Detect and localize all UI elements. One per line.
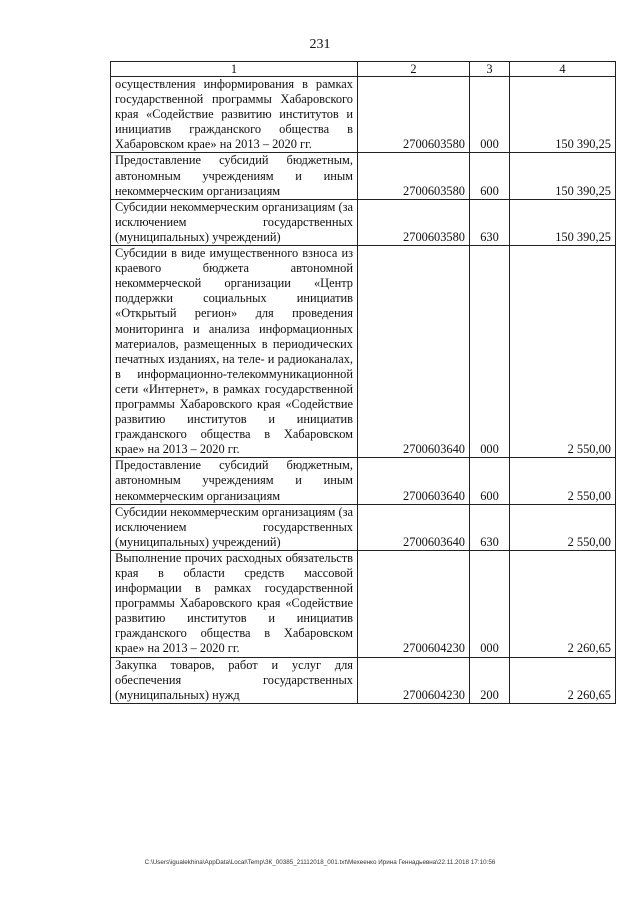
- row-target-code: 2700603640: [358, 504, 470, 550]
- row-amount: 150 390,25: [510, 153, 616, 199]
- row-target-code: 2700603640: [358, 246, 470, 458]
- row-expense-type: 200: [470, 657, 510, 703]
- row-expense-type: 000: [470, 550, 510, 657]
- row-target-code: 2700603640: [358, 458, 470, 504]
- row-target-code: 2700603580: [358, 153, 470, 199]
- table-row: [111, 458, 616, 504]
- table-row: [111, 550, 616, 657]
- table-row: [111, 153, 616, 199]
- row-expense-type: 600: [470, 458, 510, 504]
- row-expense-type: 000: [470, 246, 510, 458]
- row-amount: 2 260,65: [510, 550, 616, 657]
- table-row: [111, 504, 616, 550]
- row-description: Выполнение прочих расходных обязательств края в области средств массовой информации в рамках государственной программы Хабаровского края «Содействие развитию институтов и инициатив гражданского общества в Хабаровском крае» на 2013 – 2020 гг.: [111, 550, 358, 657]
- row-expense-type: 000: [470, 77, 510, 153]
- footer-file-path: C:\Users\igualekhina\AppData\Local\Temp\ЗК_00385_21112018_001.txt\Мехеенко Ирина Геннадьевна\22.11.2018 17:10:56: [144, 859, 496, 866]
- row-expense-type: 600: [470, 153, 510, 199]
- budget-table: [110, 61, 616, 704]
- row-description: Субсидии в виде имущественного взноса из краевого бюджета автономной некоммерческой организации «Центр поддержки социальных инициатив «Открытый регион» для проведения мониторинга и анализа информационных материалов, размещенных в периодических печатных изданиях, на теле- и радиоканалах, в информационно-телекоммуникационной сети «Интернет», в рамках государственной программы Хабаровского края «Содействие развитию институтов и инициатив гражданского общества в Хабаровском крае» на 2013 – 2020 гг.: [111, 246, 358, 458]
- row-expense-type: 630: [470, 504, 510, 550]
- table-row: [111, 657, 616, 703]
- table-row: [111, 199, 616, 245]
- row-target-code: 2700604230: [358, 657, 470, 703]
- column-header-expense-type: 3: [470, 62, 510, 77]
- row-amount: 150 390,25: [510, 77, 616, 153]
- column-header-target-code: 2: [358, 62, 470, 77]
- row-target-code: 2700603580: [358, 77, 470, 153]
- row-amount: 2 550,00: [510, 504, 616, 550]
- row-description: Субсидии некоммерческим организациям (за исключением государственных (муниципальных) учреждений): [111, 504, 358, 550]
- row-description: Субсидии некоммерческим организациям (за исключением государственных (муниципальных) учреждений): [111, 199, 358, 245]
- column-header-amount: 4: [510, 62, 616, 77]
- row-amount: 2 550,00: [510, 458, 616, 504]
- column-header-description: 1: [111, 62, 358, 77]
- row-amount: 2 550,00: [510, 246, 616, 458]
- page-number: 231: [309, 37, 331, 52]
- row-description: Предоставление субсидий бюджетным, автономным учреждениям и иным некоммерческим организациям: [111, 458, 358, 504]
- table-row: [111, 246, 616, 458]
- table-header-row: [111, 62, 616, 77]
- row-amount: 150 390,25: [510, 199, 616, 245]
- row-target-code: 2700603580: [358, 199, 470, 245]
- row-description: Закупка товаров, работ и услуг для обеспечения государственных (муниципальных) нужд: [111, 657, 358, 703]
- table-row: [111, 77, 616, 153]
- row-expense-type: 630: [470, 199, 510, 245]
- row-description: осуществления информирования в рамках государственной программы Хабаровского края «Содействие развитию институтов и инициатив гражданского общества в Хабаровском крае» на 2013 – 2020 гг.: [111, 77, 358, 153]
- row-target-code: 2700604230: [358, 550, 470, 657]
- row-amount: 2 260,65: [510, 657, 616, 703]
- row-description: Предоставление субсидий бюджетным, автономным учреждениям и иным некоммерческим организациям: [111, 153, 358, 199]
